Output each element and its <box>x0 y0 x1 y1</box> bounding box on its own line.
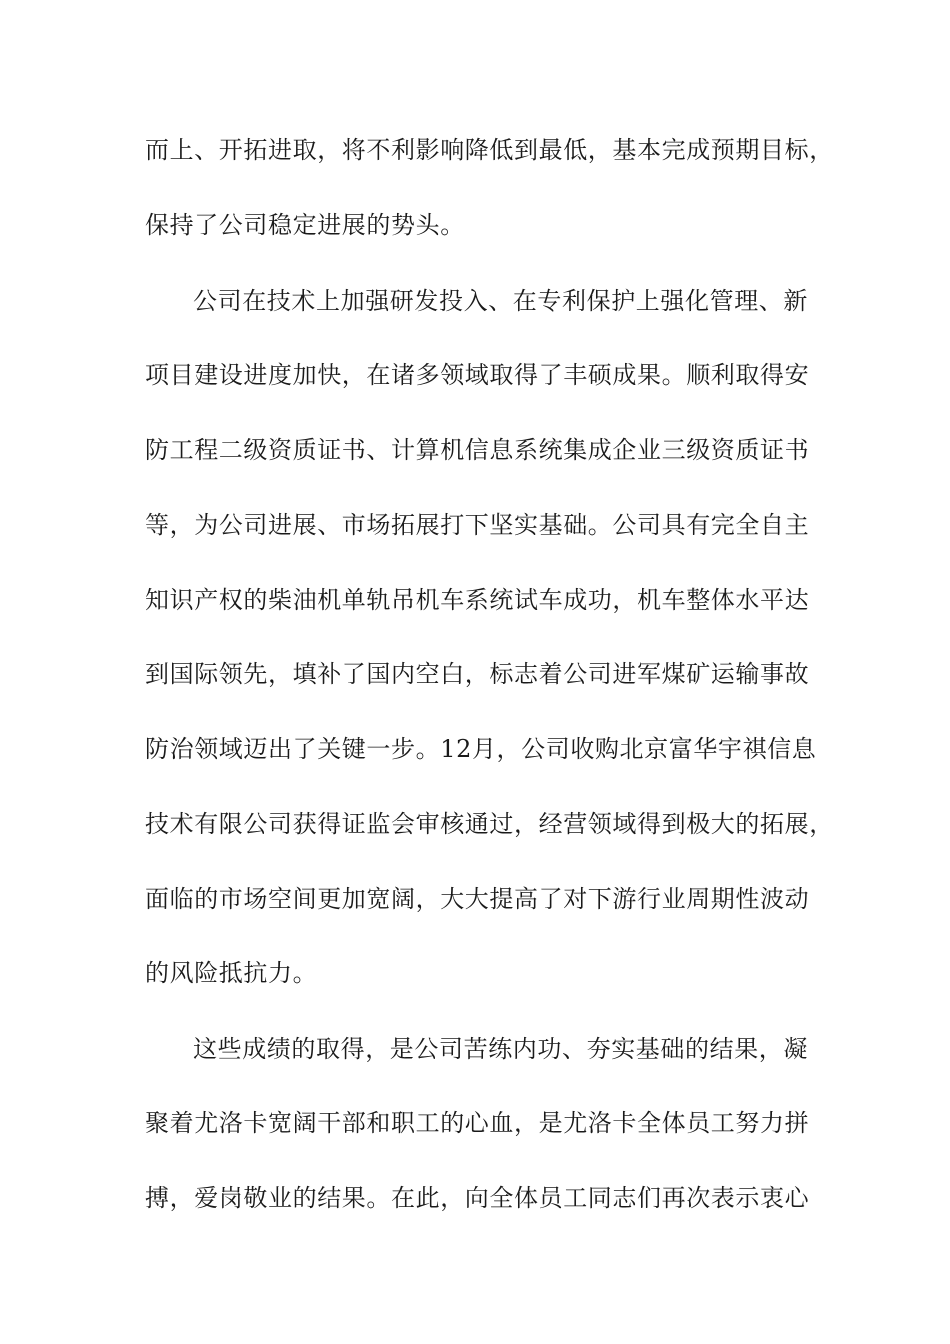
text-line: 防治领域迈出了关键一步。12月，公司收购北京富华宇祺信息 <box>145 735 817 763</box>
paragraph-start-line: 这些成绩的取得，是公司苦练内功、夯实基础的结果，凝 <box>193 1035 808 1063</box>
text-line: 面临的市场空间更加宽阔，大大提高了对下游行业周期性波动 <box>145 885 810 913</box>
paragraph-start-line: 公司在技术上加强研发投入、在专利保护上强化管理、新 <box>193 287 808 315</box>
text-line: 知识产权的柴油机单轨吊机车系统试车成功，机车整体水平达 <box>145 586 810 614</box>
text-line: 防工程二级资质证书、计算机信息系统集成企业三级资质证书 <box>145 436 810 464</box>
text-line: 保持了公司稳定进展的势头。 <box>145 211 465 239</box>
text-line: 聚着尤洛卡宽阔干部和职工的心血，是尤洛卡全体员工努力拼 <box>145 1109 810 1137</box>
text-line: 的风险抵抗力。 <box>145 959 318 987</box>
text-line: 等，为公司进展、市场拓展打下坚实基础。公司具有完全自主 <box>145 511 810 539</box>
text-line: 而上、开拓进取，将不利影响降低到最低，基本完成预期目标， <box>145 136 834 164</box>
text-line: 到国际领先，填补了国内空白，标志着公司进军煤矿运输事故 <box>145 660 810 688</box>
text-line: 技术有限公司获得证监会审核通过，经营领域得到极大的拓展， <box>145 810 834 838</box>
text-line: 搏，爱岗敬业的结果。在此，向全体员工同志们再次表示衷心 <box>145 1184 810 1212</box>
text-line: 项目建设进度加快，在诸多领域取得了丰硕成果。顺利取得安 <box>145 361 810 389</box>
